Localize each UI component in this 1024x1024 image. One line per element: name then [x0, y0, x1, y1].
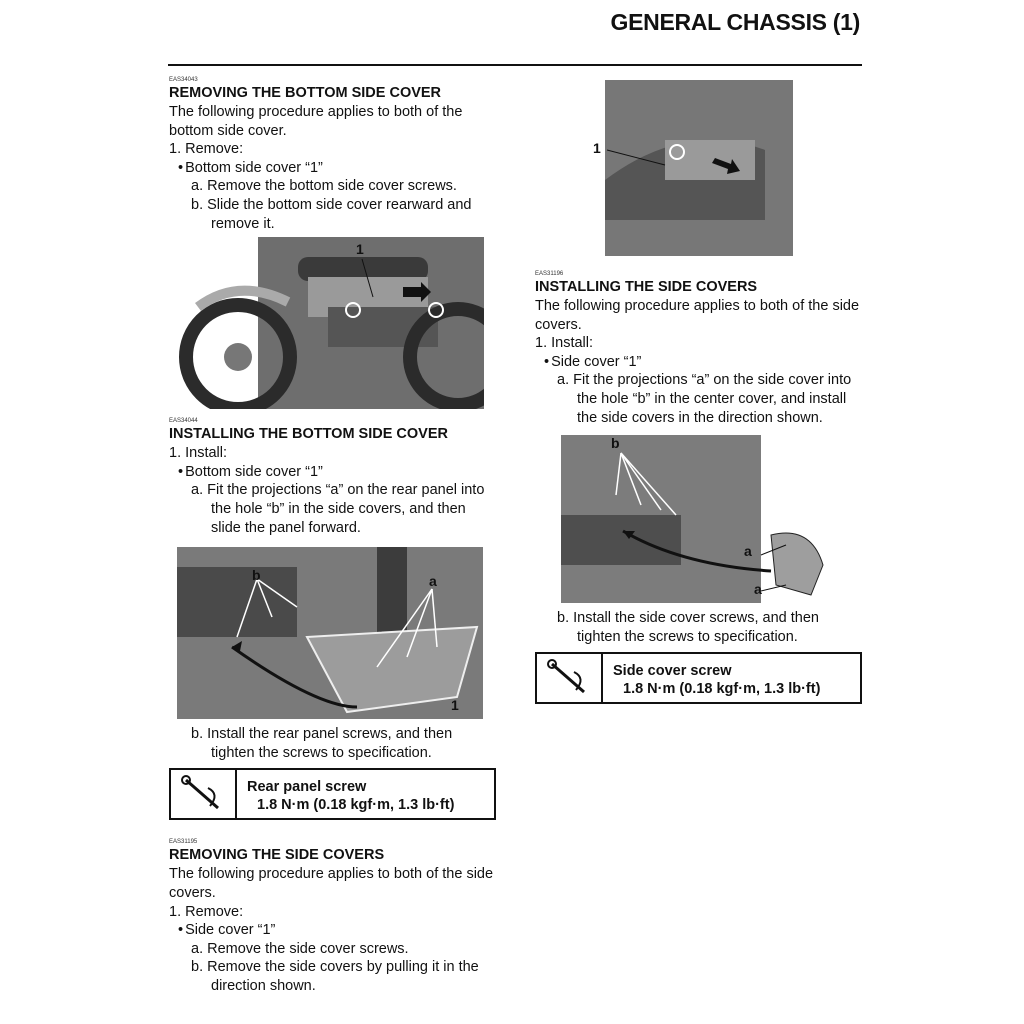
section-code: EAS34043: [169, 77, 198, 83]
section-code: EAS31196: [535, 271, 564, 277]
substep-text: b. Slide the bottom side cover rearward and remove it.: [191, 196, 472, 232]
section-code: EAS34044: [169, 418, 198, 425]
section-title: INSTALLING THE BOTTOM SIDE COVER: [169, 426, 448, 443]
step-text: 1. Remove:: [169, 141, 244, 158]
intro-text: The following procedure applies to both of the bottom side cover.: [169, 104, 463, 139]
figure-label-b: b: [252, 567, 261, 584]
intro-text: The following procedure applies to both of the side covers.: [535, 298, 860, 333]
motorcycle-illustration: [178, 237, 484, 409]
rear-panel-figure: [177, 547, 483, 719]
rear-panel-illustration: [177, 547, 483, 719]
right-column: [535, 80, 865, 704]
header-rule: [168, 64, 862, 66]
spec-value: 1.8 N·m (0.18 kgf·m, 1.3 lb·ft): [257, 797, 455, 814]
bullet-text: • Bottom side cover “1”: [169, 463, 499, 482]
section-code: EAS31195: [169, 839, 198, 846]
bullet-text: • Side cover “1”: [169, 921, 499, 940]
substep-text: a. Remove the side cover screws.: [191, 940, 409, 957]
torque-wrench-icon: [537, 654, 603, 702]
page-header-title: GENERAL CHASSIS (1): [610, 9, 860, 35]
substep-text: a. Fit the projections “a” on the rear panel into the hole “b” in the side covers, and then slide the panel forward.: [191, 482, 485, 536]
side-cover-figure: [535, 80, 793, 256]
figure-label-1: 1: [451, 697, 459, 714]
substep-text: b. Install the side cover screws, and then tighten the screws to specification.: [557, 610, 819, 645]
step-text: 1. Remove:: [169, 903, 244, 920]
bullet-text: • Bottom side cover “1”: [169, 159, 499, 178]
intro-text: The following procedure applies to both of the side covers.: [169, 866, 494, 901]
motorcycle-figure: [178, 237, 484, 409]
spec-name: Rear panel screw: [247, 779, 367, 796]
left-column: [169, 76, 499, 995]
substep-text: a. Remove the bottom side cover screws.: [191, 178, 457, 195]
substep-text: b. Install the rear panel screws, and then tighten the screws to specification.: [191, 726, 453, 761]
torque-spec-box: [535, 652, 862, 704]
figure-label-a: a: [744, 543, 752, 560]
torque-spec-box: [169, 768, 496, 820]
torque-wrench-icon: [171, 770, 237, 818]
section-title: REMOVING THE SIDE COVERS: [169, 847, 385, 864]
figure-label-b: b: [611, 435, 620, 452]
install-side-cover-illustration: [561, 435, 831, 603]
step-text: 1. Install:: [169, 445, 228, 462]
bullet-text: • Side cover “1”: [535, 353, 865, 372]
figure-label-a: a: [754, 581, 762, 598]
figure-label: 1: [593, 140, 601, 156]
step-text: 1. Install:: [535, 335, 594, 352]
section-title: INSTALLING THE SIDE COVERS: [535, 279, 758, 295]
section-title: REMOVING THE BOTTOM SIDE COVER: [169, 85, 442, 101]
substep-text: a. Fit the projections “a” on the side cover into the hole “b” in the center cover, and install the side covers in the direction shown.: [557, 372, 852, 426]
install-side-cover-figure: [561, 435, 831, 603]
spec-value: 1.8 N·m (0.18 kgf·m, 1.3 lb·ft): [623, 681, 821, 698]
figure-label-a: a: [429, 573, 437, 590]
figure-label: 1: [356, 241, 364, 258]
spec-name: Side cover screw: [613, 663, 732, 680]
substep-text: b. Remove the side covers by pulling it in the direction shown.: [191, 959, 479, 994]
side-cover-illustration: [535, 80, 793, 256]
